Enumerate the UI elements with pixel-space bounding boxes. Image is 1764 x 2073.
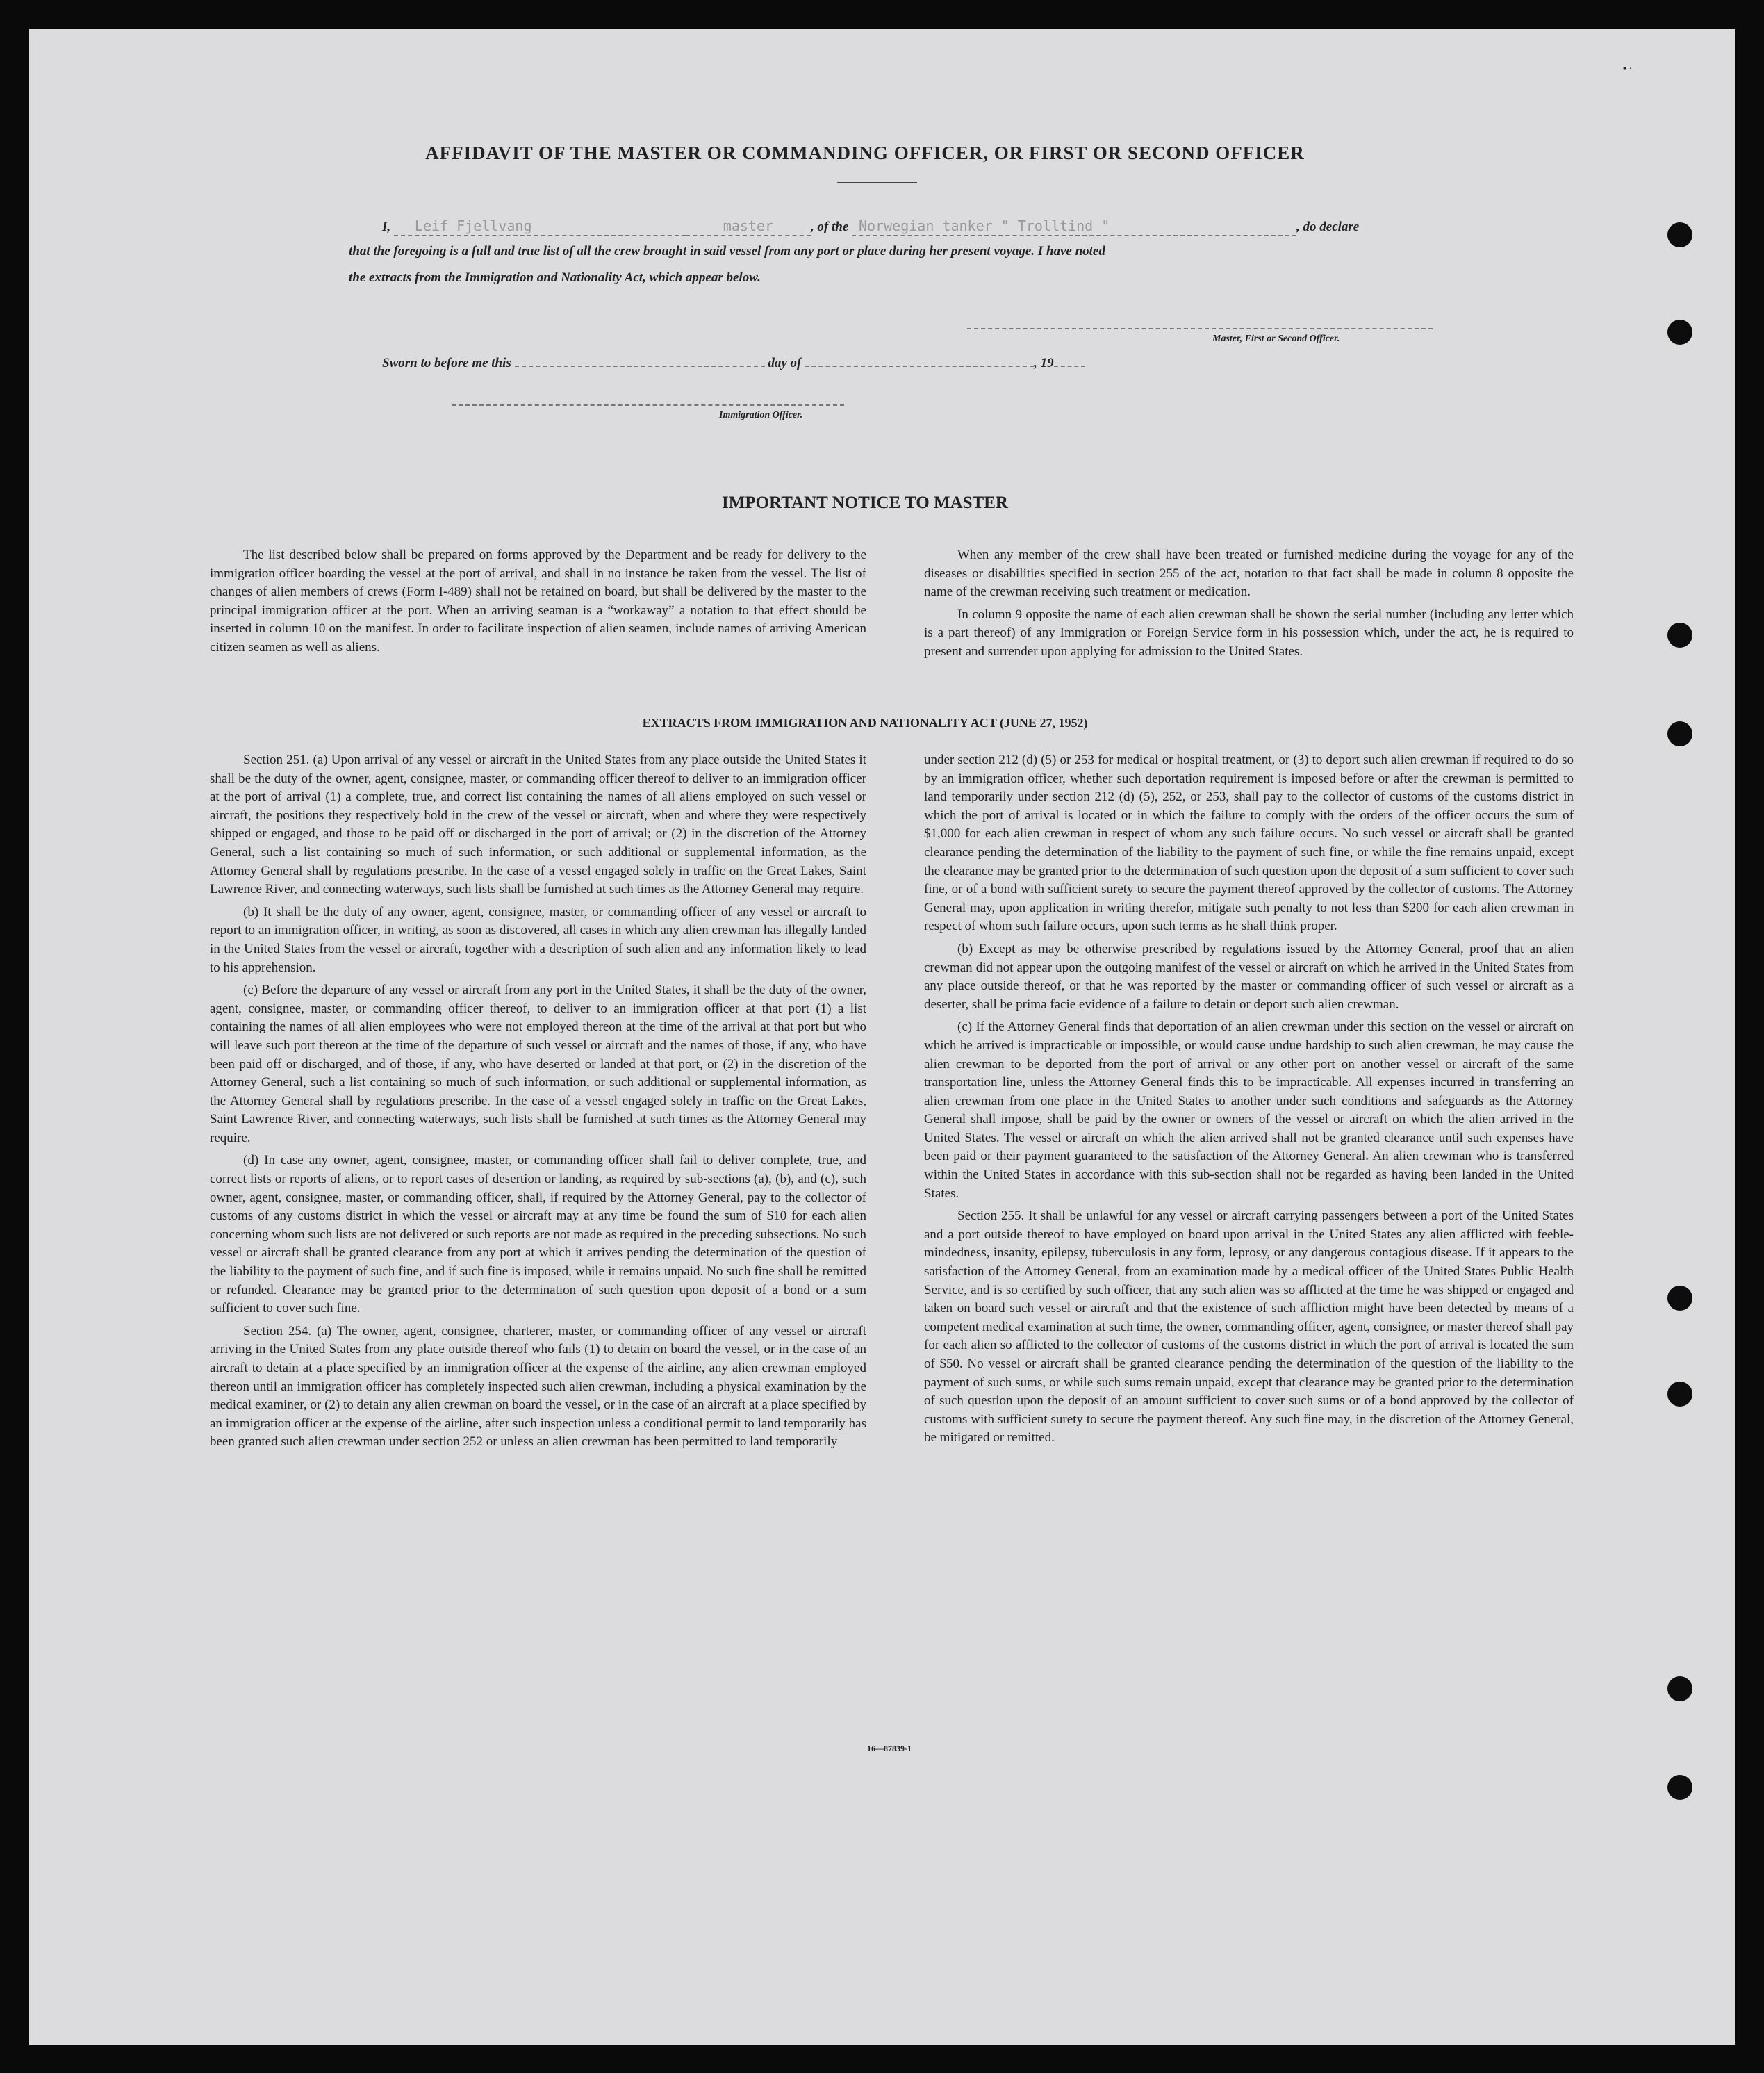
binder-hole bbox=[1667, 1775, 1692, 1800]
declaration-line-3: the extracts from the Immigration and Nationality Act, which appear below. bbox=[349, 270, 761, 285]
extracts-right-column bbox=[924, 751, 1574, 1452]
declaration-line-2: that the foregoing is a full and true list of all the crew brought in said vessel from any port or place during her present voyage. I have noted bbox=[349, 244, 1105, 259]
notice-right-column bbox=[924, 546, 1574, 666]
vessel-field bbox=[852, 218, 1296, 236]
master-rank: master bbox=[723, 218, 774, 234]
notice-paragraph: When any member of the crew shall have been treated or furnished medicine during the voyage for any of the diseases or disabilities specified in section 255 of the act, notation to that fact shall be made in column 8 opposite the name of the crewman receiving such treatment or medication. bbox=[924, 548, 1574, 600]
signature-caption: Master, First or Second Officer. bbox=[1212, 334, 1340, 344]
section-paragraph: (d) In case any owner, agent, consignee, master, or commanding officer shall fail to deliver complete, true, and correct lists or reports of aliens, or to report cases of desertion or landing, as required by sub-sections (a), (b), and (c), such owner, agent, consignee, master, or commanding officer, shall, if required by the Attorney General, pay to the collector of customs of any customs district in which the vessel or aircraft may at any time be found the sum of $10 for each alien concerning whom such lists are not delivered or such reports are not made as required in the preceding subsections. No such vessel or aircraft shall be granted clearance from any port at which it arrives pending the determination of the question of the liability to the payment of such fine, and if such fine is imposed, while it remains unpaid. No such fine shall be remitted or refunded. Clearance may be granted prior to the determination of such question upon deposit of a bond or a sum sufficient to cover such fine. bbox=[210, 1153, 866, 1316]
title-rule bbox=[837, 182, 917, 183]
section-paragraph: Section 255. It shall be unlawful for any vessel or aircraft carrying passengers between a port of the United States and a port outside thereof to have employed on board upon arrival in the United States any alien afflicted with feeble-mindedness, insanity, epilepsy, tuberculosis in any form, leprosy, or any dangerous contagious disease. If it appears to the satisfaction of the Attorney General, from an examination made by a medical officer of the United States Public Health Service, and is so certified by such officer, that any such alien was so afflicted at the time he was shipped or engaged and taken on board such vessel or aircraft and that the existence of such affliction might have been detected by means of a competent medical examination at such time, the owner, commanding officer, agent, consignee, or master thereof shall pay for each alien so afflicted to the collector of customs of the customs district in which the port of arrival is located the sum of $50. No vessel or aircraft shall be granted clearance pending the determination of the question of the liability to the payment of such sums, or while such sums remain unpaid, except that clearance may be granted prior to the determination of such question upon the deposit of an amount sufficient to cover such sums or of a bond approved by the collector of customs with sufficient surety to secure the payment thereof. Any such fine may, in the discretion of the Attorney General, be mitigated or remitted. bbox=[924, 1208, 1574, 1445]
notice-title: IMPORTANT NOTICE TO MASTER bbox=[722, 493, 1008, 512]
binder-hole bbox=[1667, 1286, 1692, 1311]
day-field bbox=[515, 366, 765, 367]
of-the-label: , of the bbox=[810, 220, 849, 234]
binder-hole bbox=[1667, 1676, 1692, 1701]
sworn-label: Sworn to before me this bbox=[382, 356, 511, 370]
day-of-label: day of bbox=[768, 356, 802, 370]
page-marks: ▪ · bbox=[1623, 64, 1633, 74]
notice-paragraph: The list described below shall be prepared on forms approved by the Department and be ready for delivery to the immigration officer boarding the vessel at the port of arrival, and shall in no instance be taken from the vessel. The list of changes of alien members of crews (Form I-489) shall not be retained on board, but shall be delivered by the master to the principal immigration officer at the port. When an arriving seaman is a “workaway” a notation to that effect should be inserted in column 10 on the manifest. In order to facilitate inspection of alien seamen, include names of arriving American citizen seamen as well as aliens. bbox=[210, 548, 866, 655]
name-field bbox=[394, 218, 686, 236]
binder-hole bbox=[1667, 1382, 1692, 1407]
vessel-name: Norwegian tanker " Trolltind " bbox=[859, 218, 1110, 234]
form-number: 16—87839-1 bbox=[867, 1744, 912, 1753]
section-paragraph: (b) It shall be the duty of any owner, agent, consignee, master, or commanding officer of any vessel or aircraft to report to an immigration officer, in writing, as soon as discovered, all cases in which any alien crewman has illegally landed in the United States from the vessel or aircraft, together with a description of such alien and any information likely to lead to his apprehension. bbox=[210, 904, 866, 975]
do-declare-label: , do declare bbox=[1296, 220, 1360, 234]
binder-hole bbox=[1667, 320, 1692, 345]
binder-hole bbox=[1667, 222, 1692, 247]
year-label: , 19 bbox=[1034, 356, 1054, 370]
binder-hole bbox=[1667, 623, 1692, 648]
section-paragraph: (b) Except as may be otherwise prescribed by regulations issued by the Attorney General, proof that an alien crewman did not appear upon the outgoing manifest of the vessel or aircraft on which he arrived in the United States from any place outside thereof, or that he was reported by the master or commanding officer of such vessel or aircraft as a deserter, shall be prima facie evidence of a failure to detain or deport such alien crewman. bbox=[924, 941, 1574, 1012]
section-paragraph: (c) Before the departure of any vessel or aircraft from any port in the United States, it shall be the duty of the owner, agent, consignee, master, or commanding officer thereof, to deliver to an immigration officer at that port (1) a list containing the names of all alien employees who were not employed thereon at the time of the arrival at that port but who will leave such port thereon at the time of the departure of such vessel or aircraft and the names of those, if any, who have been paid off or discharged, and of those, if any, who have deserted or landed at that port, or (2) in the discretion of the Attorney General, such a list containing so much of such information, or such additional or supplemental information, as the Attorney General shall by regulations prescribe. In the case of a vessel engaged solely in traffic on the Great Lakes, Saint Lawrence River, and connecting waterways, such lists shall be furnished at such times as the Attorney General may require. bbox=[210, 983, 866, 1145]
officer-signature-line bbox=[452, 398, 844, 406]
section-paragraph: (c) If the Attorney General finds that deportation of an alien crewman under this section on the vessel or aircraft on which he arrived is impracticable or impossible, or would cause undue hardship to such alien crewman, he may cause the alien crewman to be deported from the port of arrival or any other port on another vessel or aircraft of the same transportation line, unless the Attorney General finds this to be impracticable. All expenses incurred in transferring an alien crewman from one place in the United States to another under such conditions and safeguards as the Attorney General shall impose, shall be paid by the owner or owners of the vessel or aircraft on which the alien arrived in the United States. The vessel or aircraft on which the alien arrived shall not be granted clearance until such expenses have been paid or their payment guaranteed to the satisfaction of the Attorney General. An alien crewman who is transferred within the United States in accordance with this sub-section shall not be regarded as having been landed in the United States. bbox=[924, 1019, 1574, 1201]
i-label: I, bbox=[382, 220, 391, 234]
rank-field bbox=[686, 218, 811, 236]
declaration-line-1 bbox=[382, 218, 1438, 236]
binder-hole bbox=[1667, 721, 1692, 746]
officer-caption: Immigration Officer. bbox=[719, 410, 803, 420]
affidavit-title: AFFIDAVIT OF THE MASTER OR COMMANDING OFFICER, OR FIRST OR SECOND OFFICER bbox=[425, 142, 1305, 163]
month-field bbox=[805, 366, 1034, 367]
section-paragraph: Section 251. (a) Upon arrival of any vessel or aircraft in the United States from any place outside the United States it shall be the duty of the owner, agent, consignee, master, or commanding officer thereof to deliver to an immigration officer at the port of arrival (1) a complete, true, and correct list containing the names of all aliens employed on such vessel or aircraft, the positions they respectively hold in the crew of the vessel or aircraft, when and where they were respectively shipped or engaged, and those to be paid off or discharged in the port of arrival; or (2) in the discretion of the Attorney General, such a list containing so much of such information, or such additional or supplemental information, as the Attorney General shall by regulations prescribe. In the case of a vessel engaged solely in traffic on the Great Lakes, Saint Lawrence River, and connecting waterways, such lists shall be furnished at such times as the Attorney General may require. bbox=[210, 753, 866, 897]
year-field bbox=[1054, 366, 1085, 367]
section-paragraph: Section 254. (a) The owner, agent, consignee, charterer, master, or commanding officer of any vessel or aircraft arriving in the United States from any place outside thereof who fails (1) to detain on board the vessel, or in the case of an aircraft to detain at a place specified by an immigration officer at the expense of the airline, any alien crewman employed thereon until an immigration officer has completely inspected such alien crewman, including a physical examination by the medical examiner, or (2) to detain any alien crewman on board the vessel, or in the case of an aircraft at a place specified by an immigration officer at the expense of the airline, after such inspection unless a conditional permit to land temporarily has been granted such alien crewman under section 252 or unless an alien crewman has been permitted to land temporarily bbox=[210, 1323, 866, 1450]
notice-paragraph: In column 9 opposite the name of each alien crewman shall be shown the serial number (including any letter which is a part thereof) of any Immigration or Foreign Service form in his possession which, under the act, he is required to present and surrender upon applying for admission to the United States. bbox=[924, 607, 1574, 659]
sworn-line bbox=[382, 356, 1085, 371]
extracts-left-column bbox=[210, 751, 866, 1456]
extracts-title: EXTRACTS FROM IMMIGRATION AND NATIONALITY ACT (JUNE 27, 1952) bbox=[642, 716, 1088, 730]
signature-line bbox=[967, 321, 1433, 329]
section-paragraph: under section 212 (d) (5) or 253 for medical or hospital treatment, or (3) to deport such alien crewman if required to do so by an immigration officer, whether such deportation requirement is imposed before or after the crewman is permitted to land temporarily under section 212 (d) (5), 252, or 253, shall pay to the collector of customs of the customs district in which the port of arrival is located or in which the failure to comply with the orders of the officer occurs the sum of $1,000 for each alien crewman in respect of whom any such failure occurs. No such vessel or aircraft shall be granted clearance pending the determination of the liability to the payment of such fine, or while the fine remains unpaid, except the clearance may be granted prior to the determination of such question upon the deposit of a sum sufficient to cover such fine, or of a bond with sufficient surety to secure the payment thereof approved by the collector of customs. The Attorney General may, upon application in writing therefor, mitigate such penalty to not less than $200 for each alien crewman in respect of whom such failure occurs, upon such terms as he shall think proper. bbox=[924, 753, 1574, 934]
master-name: Leif Fjellvang bbox=[414, 218, 532, 234]
notice-left-column bbox=[210, 546, 866, 662]
